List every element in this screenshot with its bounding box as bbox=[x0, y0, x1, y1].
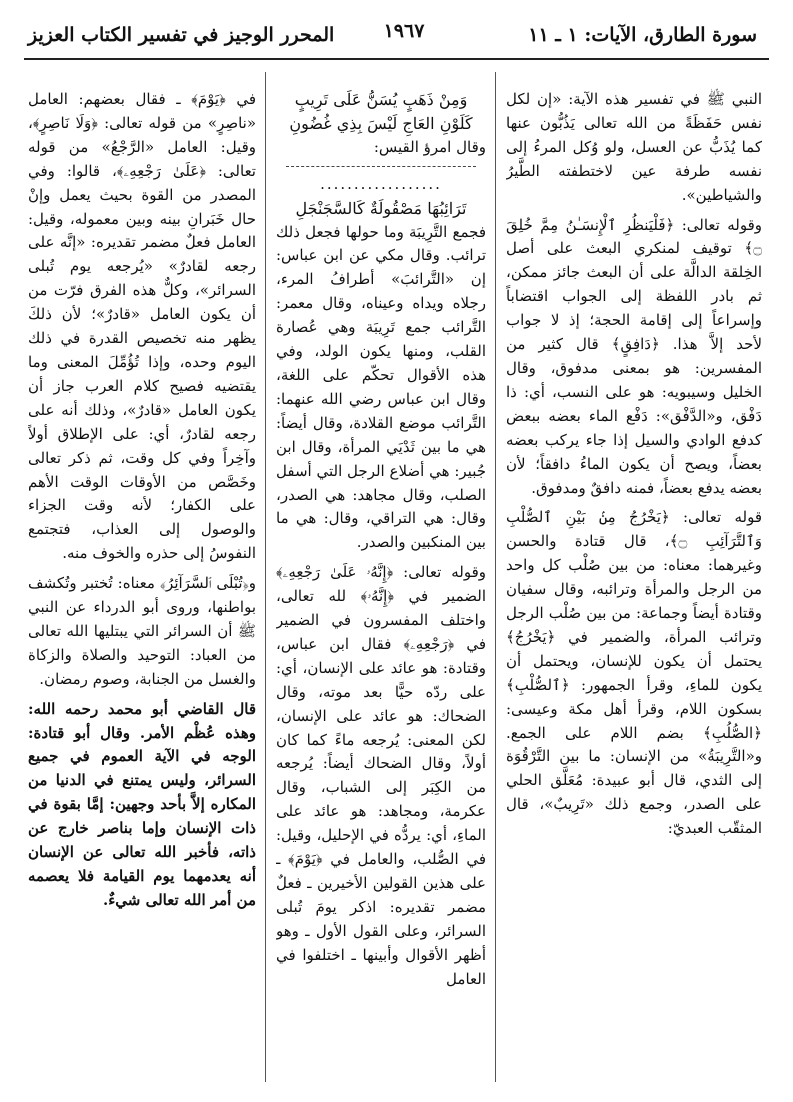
middle-column bbox=[276, 88, 486, 1088]
poem-verse: كَلَوْنِ العَاجِ لَيْسَ بِذِي غُضُونِ bbox=[289, 113, 473, 133]
column-divider bbox=[265, 72, 266, 1082]
book-title: المحرر الوجيز في تفسير الكتاب العزيز bbox=[28, 24, 335, 46]
paragraph: قوله تعالى: ﴿يَخْرُجُ مِنۢ بَيْنِ ٱلصُّلْبِ وَٱلتَّرَآئِبِ ۝﴾، قال قتادة والحسن وغيرهما: معناه: من بين صُلْب كل واحد من الرجل والمرأة وترائبه، وقال سفيان وقتادة أيضاً وجماعة: من بين صُلْب الرجل وترائب المرأة، والضمير في ﴿يَخْرُجُ﴾ يحتمل أن يكون للإنسان، ويحتمل أن يكون للماءِ، وقرأ الجمهور: ﴿ٱلصُّلْبِ﴾ بسكون اللام، وقرأ أهل مكة وعيسى: ﴿الصُّلُبِ﴾ بضم اللام على الجمع. و«التَّرِيبَةُ» من الإنسان: ما بين التَّرْقُوَة إلى الثدي، قال أبو عبيدة: مُعَلَّق الحلي على الصدر، وجمع ذلك «تَرِيبٌ»، قال المثقّب العبديّ: bbox=[506, 508, 762, 838]
dashed-divider bbox=[286, 166, 476, 167]
ellipsis-line: .................. bbox=[320, 174, 442, 193]
paragraph: وقوله تعالى: ﴿فَلْيَنظُرِ ٱلْإِنسَـٰنُ مِمَّ خُلِقَ ۝﴾ توقيف لمنكري البعث على أصل الخِلقة الدالَّة على أن البعث جائز ممكن، ثم بادر اللفظة إلى الجواب اقتضاباً وإسراعاً إلى إقامة الحجة؛ إذ لا جواب لأحد إلاَّ هذا. ﴿دَافِقٍ﴾ قال كثير من المفسرين: هو بمعنى مدفوق، وقال الخليل وسيبويه: هو على النسب، أي: ذا دَفْق، و«الدَّفْق»: دَفْع الماء بعضه ببعض كدفع الوادي والسيل إذا جاء يركب بعضه بعضاً، ويصح أن يكون الماءُ دافقاً؛ لأن بعضه يدفع بعضاً، فمنه دافقٌ ومدفوق. bbox=[506, 215, 762, 497]
right-column bbox=[506, 88, 762, 1088]
poem-verse: وَمِنْ ذَهَبٍ يُسَنُّ عَلَى تَرِيبٍ bbox=[294, 90, 468, 109]
paragraph: قال القاضي أبو محمد رحمه الله: وهذه عُظْم الأمر. وقال أبو قتادة: الوجه في الآية العموم في جميع السرائر، وليس يمتنع في الدنيا من المكاره إلاَّ بأحد وجهين: إمَّا بقوة في ذات الإنسان وإما بناصر خارج عن ذاته، فأخبر الله تعالى عن الإنسان أنه يعدمهما يوم القيامة فلا يعصمه من أمر الله تعالى شيءٌ. bbox=[28, 699, 256, 909]
poem-verse: تَرَائِبُهَا مَصْقُولَةٌ كَالسَّجَنْجَلِ bbox=[295, 198, 467, 218]
paragraph: النبي ﷺ في تفسير هذه الآية: «إن لكل نفس حَفَظَةً من الله تعالى يَذُبُّون عنها كما يُذَبُّ عن العسل، ولو وُكل المرءُ إلى نفسه طرفة عين لاختطفته الطَّيرُ والشياطين». bbox=[506, 90, 762, 204]
paragraph: في ﴿يَوْمَ﴾ ـ فقال بعضهم: العامل «ناصِرٍ» من قوله تعالى: ﴿وَلَا نَاصِرٍ﴾، وقيل: العامل «الرَّجْعُ» من قوله تعالى: ﴿عَلَىٰ رَجْعِهِۦ﴾، قالوا: وفي المصدر من القوة بحيث يعمل وإنْ حال خَبَرانِ بينه وبين معموله، وقيل: العامل فعلٌ مضمر تقديره: «إنَّه على رجعه لقادرٌ» «يُرجعه يوم تُبلى السرائر»، وكلٌّ هذه الفرق فرّت من أن يكون العامل «قادرٌ»؛ لأن ذلكَ يظهر منه تخصيص القدرة في ذلك اليوم وحده، وإذا تُؤُمِّلَ المعنى وما يقتضيه فصيح كلام العرب جاز أن يكون العامل «قادرٌ»، وذلك أنه على رجعه لقادرٌ، أي: على الإطلاق أولاً وآخِراً وفي كل وقت، ثم ذكر تعالى وخَصَّص من الأوقات الوقت الأهم على الكفار؛ لأنه وقت الجزاء والوصول إلى العذاب، فتجتمع النفوسُ إلى حذره والخوف منه. bbox=[28, 90, 256, 563]
page-number: ١٩٦٧ bbox=[383, 20, 425, 42]
header-rule bbox=[24, 58, 769, 60]
column-divider bbox=[495, 72, 496, 1082]
left-column bbox=[28, 88, 256, 1088]
paragraph: و﴿تُبْلَى ٱلسَّرَآئِرُ﴾ معناه: تُختبر وتُكشف بواطنها، وروى أبو الدرداء عن النبي ﷺ أن السرائر التي يبتليها الله تعالى من العباد: التوحيد والصلاة والزكاة والغسل من الجنابة، وصوم رمضان. bbox=[28, 574, 256, 688]
paragraph: وقوله تعالى: ﴿إِنَّهُۥ عَلَىٰ رَجْعِهِۦ﴾ الضمير في ﴿إِنَّهُۥ﴾ لله تعالى، واختلف المفسرون في الضمير في ﴿رَجْعِهِۦ﴾ فقال ابن عباس، وقتادة: هو عائد على الإنسان، أي: على ردّه حيًّا بعد موته، وقال الضحاك: هو عائد على الإنسان، لكن المعنى: يُرجعه ماءً كما كان أولاً، وقال الضحاك أيضاً: يُرجعه من الكِبَر إلى الشباب، وقال عكرمة، ومجاهد: هو عائد على الماءِ، أي: يردُّه في الإحليل، وقيل: في الصُّلب، والعامل في ﴿يَوْمَ﴾ ـ على هذين القولين الأخيرين ـ فعلٌ مضمر تقديره: اذكر يومَ تُبلى السرائر، وعلى القول الأول ـ وهو أظهر الأقوال وأبينها ـ اختلفوا في العامل bbox=[276, 563, 486, 988]
poem-intro: وقال امرؤ القيس: bbox=[373, 137, 486, 156]
paragraph: فجمع التَّرِيبَة وما حولها فجعل ذلك ترائب. وقال مكي عن ابن عباس: إن «التَّرائبَ» أطرافُ المرء، رجلاه ويداه وعيناه، وقال معمر: التَّرائب جمع تَرِيبَة وهي عُصارة القلب، ومنها يكون الولد، وفي هذه الأقوال تحكّم على اللغة، وقال ابن عباس رضي الله عنهما: التَّرائب موضع القلادة، وقال أيضاً: هي ما بين ثَدْيَي المرأة، وقال ابن جُبير: هي أضلاع الرجل التي أسفل الصلب، وقال مجاهد: هي الصدر، وقال: هي التراقي، وقال: هي ما بين المنكبين والصدر. bbox=[276, 222, 486, 552]
surah-reference: سورة الطارق، الآيات: ١ ـ ١١ bbox=[528, 24, 757, 46]
page-header bbox=[24, 10, 769, 54]
